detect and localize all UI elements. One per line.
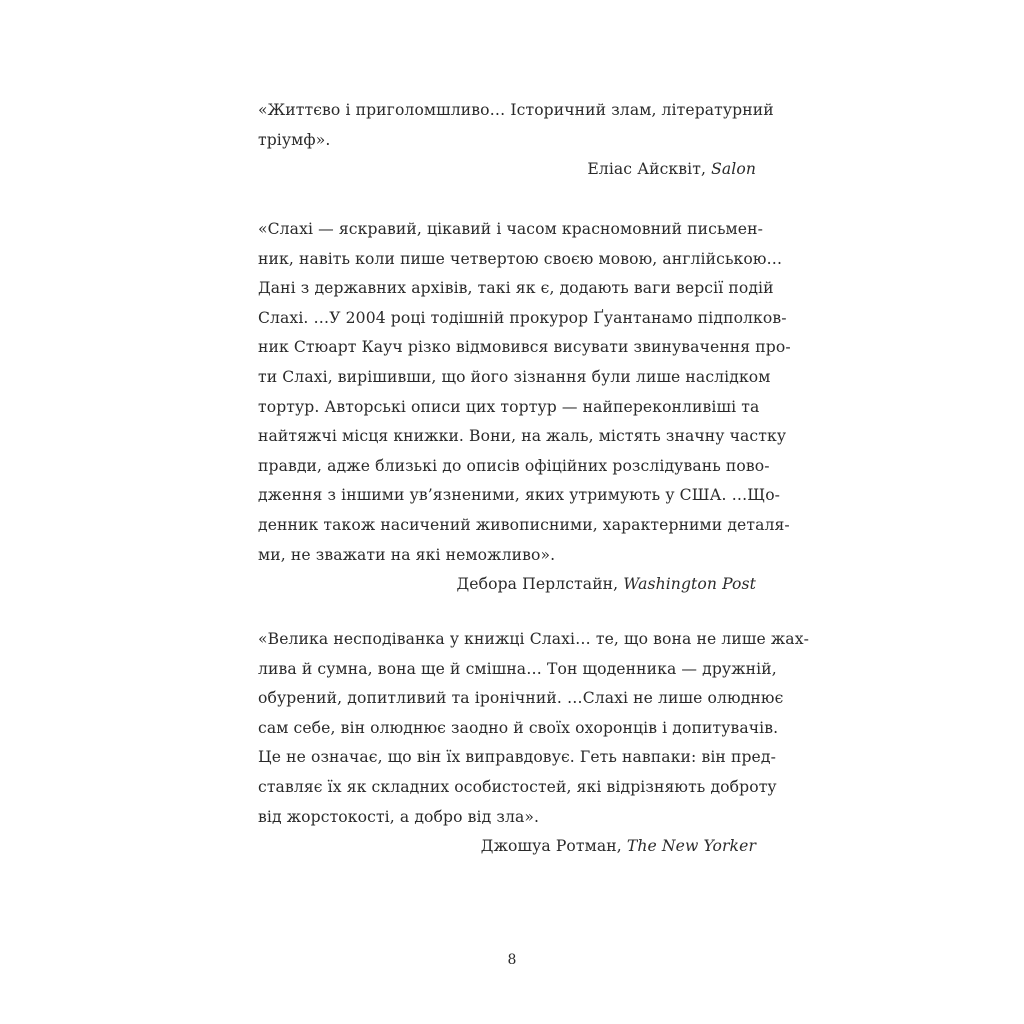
quote-line: Дані з державних архівів, такі як є, додають ваги версії подій: [258, 279, 774, 298]
quote-line: денник також насичений живописними, характерними деталя-: [258, 515, 790, 534]
publication-name: Washington Post: [623, 575, 756, 594]
quote-line: обурений, допитливий та іронічний. …Слахі не лише олюднює: [258, 689, 784, 708]
quote-line: «Велика несподіванка у книжці Слахі… те, що вона не лише жах-: [258, 630, 809, 648]
quote-line: найтяжчі місця книжки. Вони, на жаль, містять значну частку: [258, 427, 787, 446]
quote-line: від жорстокості, а добро від зла».: [258, 807, 540, 826]
quote-line: дження з іншими ув’язненими, яких утримують у США. …Що-: [258, 486, 781, 505]
quote-line: ми, не зважати на які неможливо».: [258, 545, 556, 564]
author-name: Дебора Перлстайн,: [456, 575, 624, 594]
quote-line: лива й сумна, вона ще й смішна… Тон щоденника — дружній,: [258, 659, 777, 678]
quote-line: ник Стюарт Кауч різко відмовився висувати звинувачення про-: [258, 338, 791, 357]
quote-3: [258, 625, 809, 862]
quote-line: тортур. Авторські описи цих тортур — найпереконливіші та: [258, 397, 760, 416]
quote-attribution: [258, 570, 756, 600]
quote-line: Це не означає, що він їх виправдовує. Геть навпаки: він пред-: [258, 748, 776, 767]
quote-line: «Життєво і приголомшливо… Історичний злам, літературний: [258, 101, 774, 119]
quote-line: Слахі. …У 2004 році тодішній прокурор Ґуантанамо підполков-: [258, 308, 787, 327]
quote-1: [258, 96, 774, 185]
quote-attribution: [258, 155, 756, 185]
page-number: 8: [507, 952, 517, 968]
quote-2: [258, 215, 791, 600]
quote-line: сам себе, він олюднює заодно й своїх охоронців і допитувачів.: [258, 718, 779, 737]
quote-line: «Слахі — яскравий, цікавий і часом красномовний письмен-: [258, 220, 763, 238]
quote-line: правди, адже близькі до описів офіційних розслідувань пово-: [258, 456, 770, 475]
publication-name: The New Yorker: [626, 837, 756, 856]
quote-line: ник, навіть коли пише четвертою своєю мовою, англійською…: [258, 249, 783, 268]
quote-line: тріумф».: [258, 130, 331, 149]
author-name: Джошуа Ротман,: [480, 837, 627, 856]
quote-line: ставляє їх як складних особистостей, які відрізняють доброту: [258, 777, 777, 796]
quote-line: ти Слахі, вирішивши, що його зізнання були лише наслідком: [258, 367, 771, 386]
quote-attribution: [258, 832, 756, 862]
publication-name: Salon: [711, 160, 756, 179]
author-name: Еліас Айсквіт,: [587, 160, 712, 179]
